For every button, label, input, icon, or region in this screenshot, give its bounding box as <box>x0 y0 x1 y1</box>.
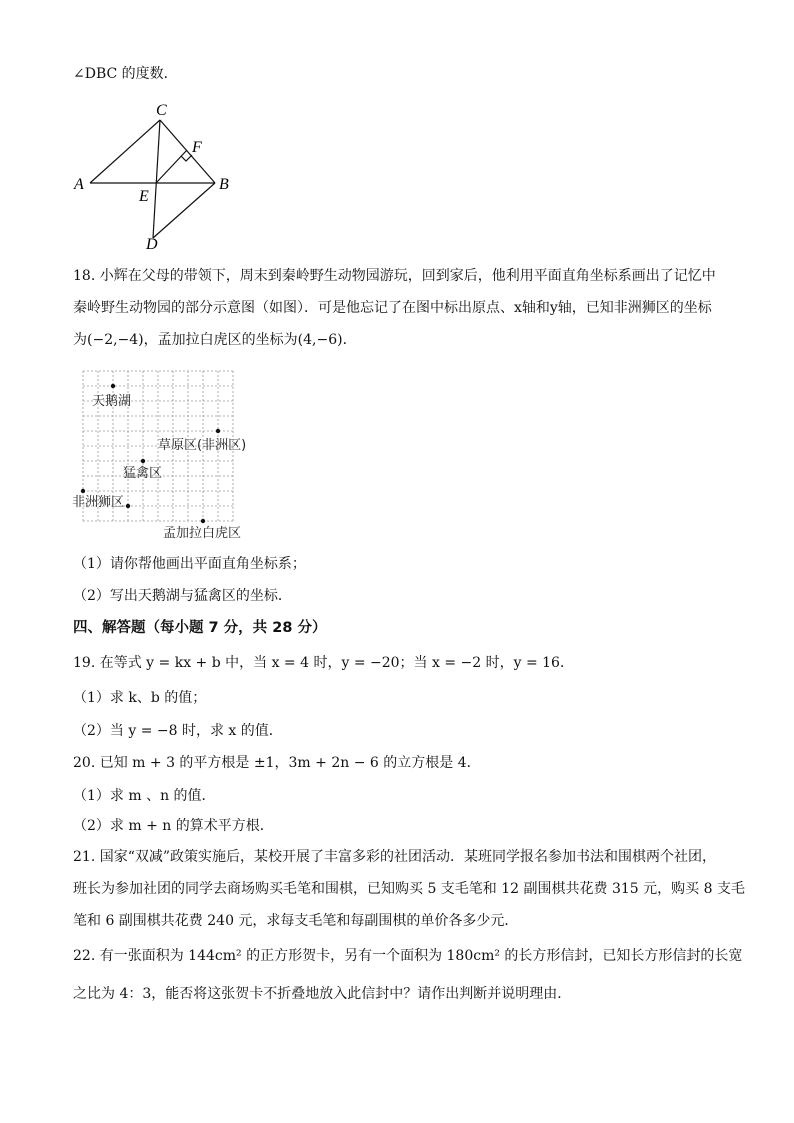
q18-sub2: （2）写出天鹅湖与猛禽区的坐标． <box>73 588 292 604</box>
label-raptor: 猛禽区 <box>123 466 163 481</box>
label-a: A <box>74 176 84 193</box>
label-lion: 非洲狮区 <box>72 495 125 510</box>
label-tiger: 孟加拉白虎区 <box>163 526 242 540</box>
point-raptor <box>141 459 145 463</box>
q22-line2: 之比为 4：3，能否将这张贺卡不折叠地放入此信封中？请作出判断并说明理由． <box>73 986 572 1002</box>
point-grassland <box>216 429 220 433</box>
point-unlabeled <box>126 504 130 508</box>
q20-sub2: （2）求 m + n 的算术平方根． <box>73 818 274 834</box>
angle-dbc-line: ∠DBC 的度数． <box>73 66 178 82</box>
label-d: D <box>146 236 158 253</box>
segment-cb <box>160 120 215 183</box>
point-tiger <box>201 519 205 523</box>
q18-line2: 秦岭野生动物园的部分示意图（如图）．可是他忘记了在图中标出原点、x轴和y轴，已知非洲狮区的坐标 <box>73 300 712 316</box>
label-f: F <box>192 139 202 156</box>
label-e: E <box>139 188 149 205</box>
q18-sub1: （1）请你帮他画出平面直角坐标系； <box>73 556 306 572</box>
section-4-heading: 四、解答题（每小题 7 分，共 28 分） <box>73 620 327 636</box>
q21-line2: 班长为参加社团的同学去商场购买毛笔和围棋，已知购买 5 支毛笔和 12 副围棋共花费 315 元，购买 8 支毛 <box>73 881 745 897</box>
point-swan-lake <box>111 384 115 388</box>
segment-ef <box>156 150 187 183</box>
q19-line: 19. 在等式 y = kx + b 中，当 x = 4 时，y = −20；当 x = −2 时，y = 16． <box>73 655 574 671</box>
point-lion <box>81 489 85 493</box>
segment-ac <box>90 120 160 183</box>
label-c: C <box>156 102 167 119</box>
q21-line3: 笔和 6 副围棋共花费 240 元，求每支毛笔和每副围棋的单价各多少元． <box>73 913 519 929</box>
q18-line3: 为(−2,−4)，孟加拉白虎区的坐标为(4,−6)． <box>73 332 357 348</box>
q21-line1: 21. 国家“双减”政策实施后，某校开展了丰富多彩的社团活动．某班同学报名参加书法和围棋两个社团， <box>73 849 717 865</box>
q20-sub1: （1）求 m 、n 的值． <box>73 788 216 804</box>
label-swan-lake: 天鹅湖 <box>92 394 132 409</box>
q22-line1: 22. 有一张面积为 144cm² 的正方形贺卡，另有一个面积为 180cm² 的长方形信封，已知长方形信封的长宽 <box>73 948 743 964</box>
q20-line: 20. 已知 m + 3 的平方根是 ±1，3m + 2n − 6 的立方根是 4． <box>73 755 481 771</box>
zoo-map <box>70 368 260 540</box>
right-angle-mark <box>181 155 192 161</box>
q19-sub1: （1）求 k、b 的值； <box>73 690 207 706</box>
label-b: B <box>219 176 229 193</box>
label-grassland: 草原区(非洲区) <box>158 438 247 453</box>
q19-sub2: （2）当 y = −8 时，求 x 的值． <box>73 723 283 739</box>
triangle-figure <box>70 98 240 253</box>
segment-db <box>153 183 215 238</box>
q18-line1: 18. 小辉在父母的带领下，周末到秦岭野生动物园游玩，回到家后，他利用平面直角坐标系画出了记忆中 <box>73 268 716 284</box>
